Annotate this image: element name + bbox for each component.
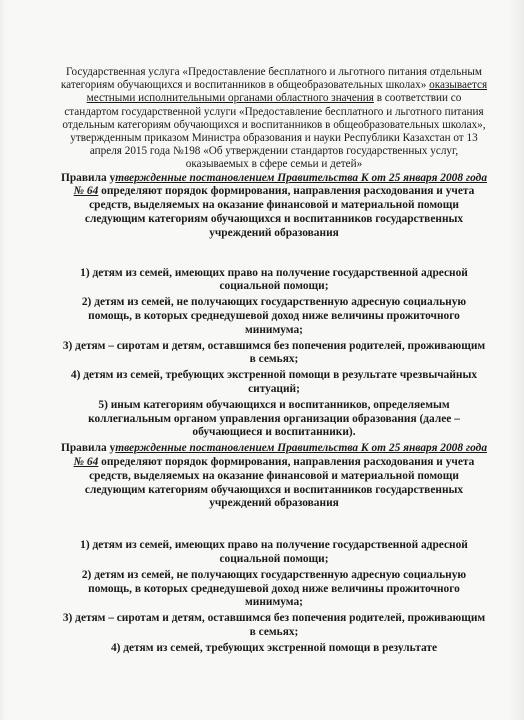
- intro-part-1: Государственная услуга «Предоставление бесплатного и льготного питания отдельным категориям обучающихся и воспитанников в общеобразовательных школах»: [60, 66, 482, 92]
- rules-reference: твержденные постановлением Правительства К от 25 января 2008 года № 64: [73, 171, 488, 198]
- list-item: 1) детям из семей, имеющих право на получение государственной адресной социальной помощи;: [80, 539, 468, 565]
- intro-highlight: оказывается местными исполнительными органами областного значения: [86, 79, 488, 105]
- rules-rest: определяют порядок формирования, направления расходования и учета средств, выделяемых на оказание финансовой и материальной помощи следующим категориям обучающихся и воспитанников государственных учреждений образования: [84, 455, 475, 510]
- list-item: 5) иным категориям обучающихся и воспитанников, определяемым коллегиальным органом управления организации образования (далее – обучающиеся и воспитанники).: [88, 398, 460, 439]
- rules-reference: твержденные постановлением Правительства К от 25 января 2008 года № 64: [73, 442, 488, 468]
- categories-list-1: [60, 267, 488, 441]
- rules-rest: определяют порядок формирования, направления расходования и учета средств, выделяемых на оказание финансовой и материальной помощи следующим категориям обучающихся и воспитанников государственных учреждений образования: [84, 185, 475, 239]
- list-item: 3) детям – сиротам и детям, оставшимся без попечения родителей, проживающим в семьях;: [62, 612, 486, 638]
- list-item: 4) детям из семей, требующих экстренной помощи в результате: [110, 641, 438, 654]
- intro-paragraph: [60, 66, 488, 172]
- intro-part-3: в соответствии со стандартом государственной услуги «Предоставление бесплатного и льготного питания отдельным категориям обучающихся и воспитанников в общеобразовательных школах», утвержденным приказом Министра образования и науки Республики Казахстан от 13 апреля 2015 года №198 «Об утверждении стандартов государственных услуг, оказываемых в сфере семьи и детей»: [62, 92, 486, 171]
- rules-lead: Правила у: [60, 442, 116, 455]
- list-item: 3) детям – сиротам и детям, оставшимся без попечения родителей, проживающим в семьях;: [62, 339, 486, 366]
- rules-lead: Правила у: [60, 171, 116, 184]
- rules-paragraph-1: [60, 172, 488, 241]
- categories-list-2: [60, 539, 488, 655]
- list-item: 1) детям из семей, имеющих право на получение государственной адресной социальной помощи;: [80, 266, 468, 293]
- rules-paragraph-2: [60, 442, 488, 511]
- list-item: 4) детям из семей, требующих экстренной помощи в результате чрезвычайных ситуаций;: [70, 369, 478, 395]
- list-item: 2) детям из семей, не получающих государственную адресную социальную помощь, в которых среднедушевой доход ниже величины прожиточного минимума;: [81, 568, 467, 609]
- list-item: 2) детям из семей, не получающих государственную адресную социальную помощь, в которых среднедушевой доход ниже величины прожиточного минимума;: [81, 296, 467, 336]
